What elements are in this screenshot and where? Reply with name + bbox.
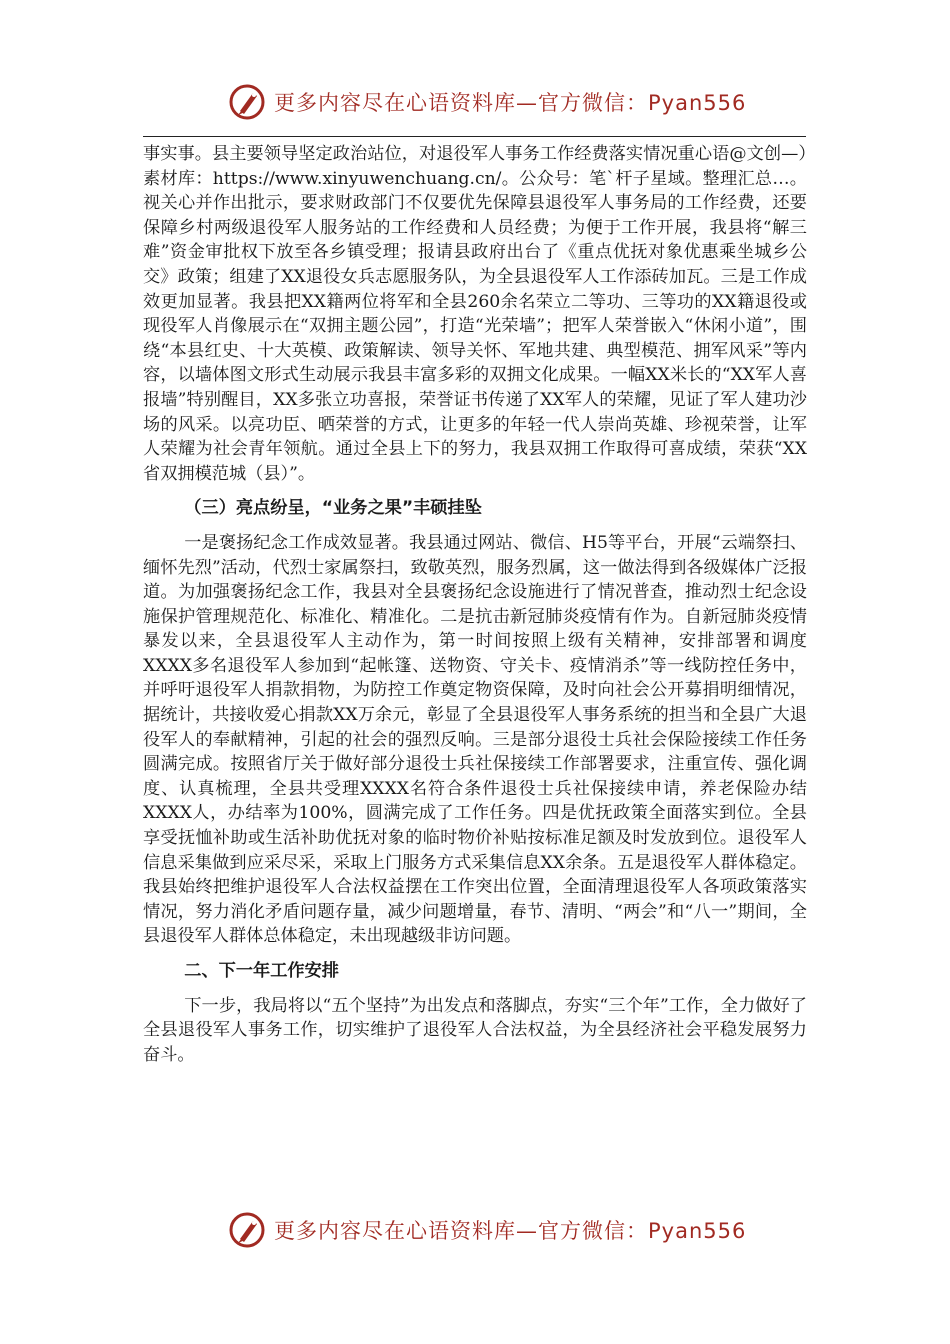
header-banner-text: 更多内容尽在心语资料库—官方微信：Pyan556 (274, 91, 747, 115)
header-divider (143, 136, 806, 137)
header-banner (226, 80, 746, 124)
footer-banner (226, 1208, 746, 1252)
paragraph-continued: 事实事。县主要领导坚定政治站位，对退役军人事务工作经费落实情况重心语@文创—）素材库：https://www.xinyuwenchuang.cn/。公众号：笔`杆子星域。整理汇总…。视关心并作出批示，要求财政部门不仅要优先保障县退役军人事务局的工作经费，还要保障乡村两级退役军人服务站的工作经费和人员经费；为便于工作开展，我县将“解三难”资金审批权下放至各乡镇受理；报请县政府出台了《重点优抚对象优惠乘坐城乡公交》政策；组建了XX退役女兵志愿服务队，为全县退役军人工作添砖加瓦。三是工作成效更加显著。我县把XX籍两位将军和全县260余名荣立二等功、三等功的XX籍退役或现役军人肖像展示在“双拥主题公园”，打造“光荣墙”；把军人荣誉嵌入“休闲小道”，围绕“本县红史、十大英模、政策解读、领导关怀、军地共建、典型模范、拥军风采”等内容，以墙体图文形式生动展示我县丰富多彩的双拥文化成果。一幅XX米长的“XX军人喜报墙”特别醒目，XX多张立功喜报，荣誉证书传递了XX军人的荣耀，见证了军人建功沙场的风采。以亮功臣、晒荣誉的方式，让更多的年轻一代人崇尚英雄、珍视荣誉，让军人荣耀为社会青年领航。通过全县上下的努力，我县双拥工作取得可喜成绩，荣获“XX省双拥模范城（县）”。 (143, 144, 807, 484)
paragraph-highlights: 一是褒扬纪念工作成效显著。我县通过网站、微信、H5等平台，开展“云端祭扫、缅怀先烈”活动，代烈士家属祭扫，致敬英烈，服务烈属，这一做法得到各级媒体广泛报道。为加强褒扬纪念工作，我县对全县褒扬纪念设施进行了情况普查，推动烈士纪念设施保护管理规范化、标准化、精准化。二是抗击新冠肺炎疫情有作为。自新冠肺炎疫情暴发以来，全县退役军人主动作为，第一时间按照上级有关精神，安排部署和调度XXXX多名退役军人参加到“起帐篷、送物资、守关卡、疫情消杀”等一线防控任务中，并呼吁退役军人捐款捐物，为防控工作奠定物资保障，及时向社会公开募捐明细情况，据统计，共接收爱心捐款XX万余元，彰显了全县退役军人事务系统的担当和全县广大退役军人的奉献精神，引起的社会的强烈反响。三是部分退役士兵社会保险接续工作任务圆满完成。按照省厅关于做好部分退役士兵社保接续工作部署要求，注重宣传、强化调度、认真梳理，全县共受理XXXX名符合条件退役士兵社保接续申请，养老保险办结XXXX人，办结率为100%，圆满完成了工作任务。四是优抚政策全面落实到位。全县享受抚恤补助或生活补助优抚对象的临时物价补贴按标准足额及时发放到位。退役军人信息采集做到应采尽采，采取上门服务方式采集信息XX余条。五是退役军人群体稳定。我县始终把维护退役军人合法权益摆在工作突出位置，全面清理退役军人各项政策落实情况，努力消化矛盾问题存量，减少问题增量，春节、清明、“两会”和“八一”期间，全县退役军人群体总体稳定，未出现越级非访问题。 (143, 532, 807, 947)
section-heading-next-year: 二、下一年工作安排 (184, 961, 339, 981)
pen-nib-logo-icon (226, 81, 268, 123)
pen-nib-logo-icon (226, 1209, 268, 1251)
section-heading-highlights: （三）亮点纷呈，“业务之果”丰硕挂坠 (184, 498, 482, 519)
document-body (143, 142, 807, 1067)
paragraph-next-year: 下一步，我局将以“五个坚持”为出发点和落脚点，夯实“三个年”工作，全力做好了全县退役军人事务工作，切实维护了退役军人合法权益，为全县经济社会平稳发展努力奋斗。 (143, 995, 807, 1065)
footer-banner-text: 更多内容尽在心语资料库—官方微信：Pyan556 (274, 1219, 747, 1243)
